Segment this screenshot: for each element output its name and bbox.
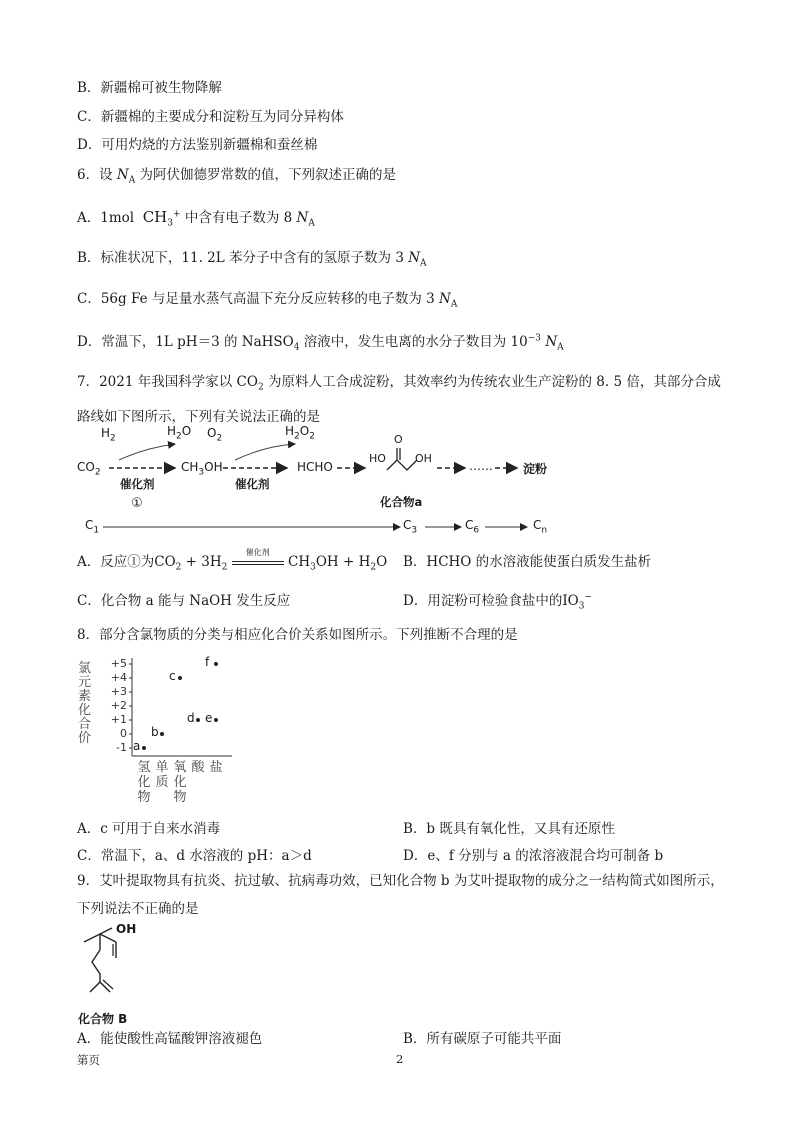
- data-point-label: e: [205, 711, 213, 725]
- q9-option-a: A．能使酸性高锰酸钾溶液褪色: [77, 1031, 263, 1047]
- y-tick-label: +4: [110, 671, 127, 684]
- q6-option-d: D．常温下，1L pH＝3 的 NaHSO$_4$ 溶液中，发生电离的水分子数目为 $10^{-3}$ $N_A$: [77, 333, 564, 353]
- x-category-label: 酸: [191, 760, 205, 775]
- y-tick-label: +2: [110, 699, 127, 712]
- y-tick-label: +5: [110, 657, 127, 670]
- q7-option-c: C．化合物 a 能与 NaOH 发生反应: [77, 593, 291, 609]
- h2o-label: $H_2O$: [167, 424, 192, 442]
- x-category-label: 氧 化 物: [173, 760, 187, 805]
- h2-label: $H_2$: [101, 426, 116, 444]
- cn-node: $C_n$: [533, 518, 548, 536]
- compound-a-o: O: [394, 433, 403, 446]
- x-category-label: 盐: [209, 760, 223, 775]
- data-point-label: d: [187, 711, 195, 725]
- q6-option-b: B．标准状况下，11. 2L 苯分子中含有的氢原子数为 3 $N_A$: [77, 250, 427, 269]
- compound-a-ho: HO: [369, 452, 386, 465]
- data-point-d: [196, 718, 200, 722]
- data-point-a: [142, 746, 146, 750]
- data-point-label: c: [169, 669, 176, 683]
- footer-page-label: 第页: [77, 1053, 100, 1067]
- co2-node: $CO_2$: [77, 460, 101, 478]
- q9-stem-line2: 下列说法不正确的是: [77, 901, 199, 917]
- data-point-label: b: [151, 725, 159, 739]
- y-axis-title: 氯元素化合价: [78, 661, 92, 746]
- synthesis-route-diagram: [75, 424, 695, 545]
- x-category-label: 单 质: [155, 760, 169, 790]
- o2-label: $O_2$: [207, 426, 223, 444]
- q8-option-a: A．c 可用于自来水消毒: [77, 821, 221, 837]
- q9-option-b: B．所有碳原子可能共平面: [403, 1031, 562, 1047]
- catalyst-2-label: 催化剂: [235, 477, 270, 491]
- compound-b-oh: OH: [116, 922, 137, 936]
- q5-option-c: C．新疆棉的主要成分和淀粉互为同分异构体: [77, 109, 344, 125]
- q7-option-d: D．用淀粉可检验食盐中的$IO_3^-$: [403, 592, 593, 612]
- catalyst-1-label: 催化剂: [120, 477, 155, 491]
- y-tick-label: +3: [110, 685, 127, 698]
- footer-page-number: 2: [396, 1052, 404, 1066]
- compound-a-label: 化合物a: [380, 495, 423, 509]
- data-point-f: [214, 662, 218, 666]
- compound-b-label: 化合物 B: [78, 1012, 128, 1026]
- q6-option-a: A．1mol $CH_3^+$ 中含有电子数为 8 $N_A$: [77, 208, 315, 229]
- q7-stem-line1: 7．2021 年我国科学家以 $CO_2$ 为原料人工合成淀粉，其效率约为传统农业生产淀粉的 8. 5 倍，其部分合成: [77, 374, 721, 393]
- q5-option-b: B．新疆棉可被生物降解: [77, 80, 222, 96]
- reaction-1-marker: ①: [131, 496, 143, 511]
- q7-option-b: B．HCHO 的水溶液能使蛋白质发生盐析: [403, 554, 652, 570]
- compound-a-oh: OH: [415, 452, 432, 465]
- q7-stem-line2: 路线如下图所示，下列有关说法正确的是: [77, 409, 320, 425]
- q8-option-c: C．常温下，a、d 水溶液的 pH：a＞d: [77, 848, 312, 864]
- data-point-b: [160, 732, 164, 736]
- ellipsis: ……: [469, 459, 493, 473]
- catalyst-equals-sign: 催化剂: [232, 560, 284, 565]
- q6-option-c: C．56g Fe 与足量水蒸气高温下充分反应转移的电子数为 3 $N_A$: [77, 291, 458, 310]
- ch3oh-node: $CH_3OH$: [181, 460, 223, 478]
- q8-option-d: D．e、f 分别与 a 的浓溶液混合均可制备 b: [403, 848, 664, 864]
- q7-option-a: A．反应①为$CO_2 + 3H_2$ 催化剂 $CH_3OH + H_2O$: [77, 548, 388, 573]
- q8-stem: 8．部分含氯物质的分类与相应化合价关系如图所示。下列推断不合理的是: [77, 627, 518, 643]
- c3-node: $C_3$: [403, 518, 418, 536]
- data-point-e: [214, 718, 218, 722]
- x-category-label: 氢 化 物: [137, 760, 151, 805]
- q9-stem-line1: 9．艾叶提取物具有抗炎、抗过敏、抗病毒功效，已知化合物 b 为艾叶提取物的成分之一结构简式如图所示，: [77, 873, 724, 889]
- starch-node: 淀粉: [523, 462, 548, 476]
- q8-option-b: B．b 既具有氧化性，又具有还原性: [403, 821, 615, 837]
- data-point-c: [178, 676, 182, 680]
- c1-node: $C_1$: [85, 518, 100, 536]
- hcho-node: HCHO: [297, 460, 333, 474]
- q5-option-d: D．可用灼烧的方法鉴别新疆棉和蚕丝棉: [77, 137, 318, 153]
- q6-stem: 6．设 $N_A$ 为阿伏伽德罗常数的值，下列叙述正确的是: [77, 167, 396, 186]
- y-tick-label: 0: [120, 727, 127, 740]
- h2o2-label: $H_2O_2$: [285, 424, 315, 442]
- y-tick-label: +1: [110, 713, 127, 726]
- synthesis-route-arrows: [75, 430, 695, 545]
- compound-b-structure: [78, 922, 158, 1002]
- data-point-label: f: [205, 655, 210, 669]
- data-point-label: a: [133, 739, 141, 753]
- c6-node: $C_6$: [465, 518, 480, 536]
- chlorine-valence-chart: [70, 650, 250, 815]
- y-tick-label: -1: [116, 741, 127, 754]
